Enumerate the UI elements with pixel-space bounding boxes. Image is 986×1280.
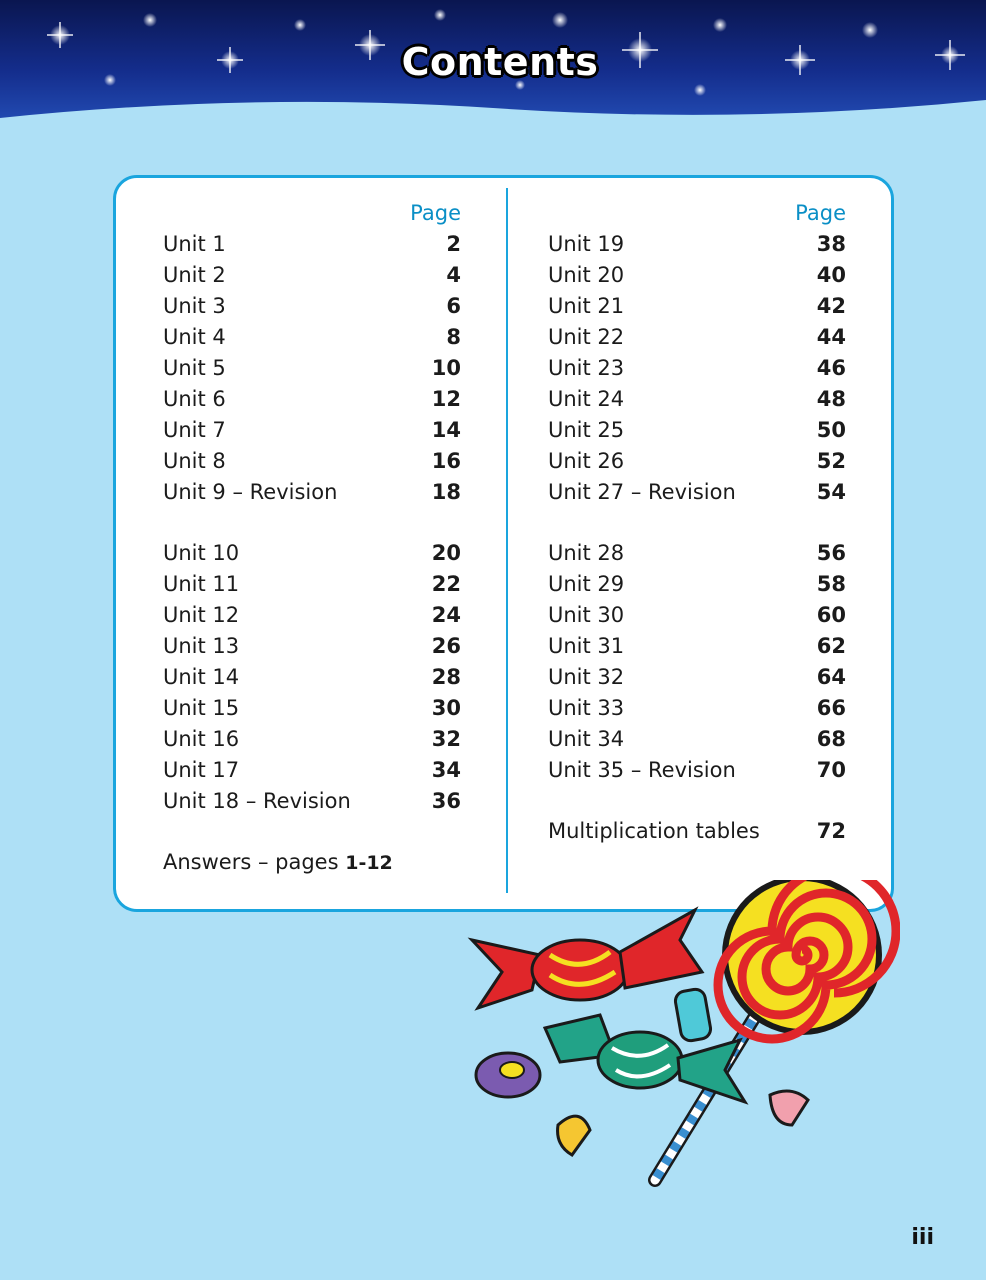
section-gap: [163, 817, 461, 847]
toc-entry-label: Unit 4: [163, 325, 226, 349]
toc-entry-page: 44: [816, 325, 846, 349]
toc-entry-label: Unit 12: [163, 603, 240, 627]
toc-entry-page: 30: [431, 696, 461, 720]
answers-pages: 1-12: [345, 852, 393, 874]
toc-entry[interactable]: [163, 415, 461, 446]
toc-entry-label: Unit 9 – Revision: [163, 480, 338, 504]
toc-entry-label: Unit 21: [548, 294, 625, 318]
toc-entry-page: 66: [816, 696, 846, 720]
toc-entry[interactable]: [548, 755, 846, 786]
toc-entry-page: 68: [816, 727, 846, 751]
toc-entry[interactable]: [548, 693, 846, 724]
answers-entry[interactable]: [163, 847, 461, 878]
toc-entry-page: 8: [446, 325, 461, 349]
toc-entry[interactable]: [548, 353, 846, 384]
contents-column-left: [163, 198, 461, 878]
toc-entry[interactable]: [163, 569, 461, 600]
toc-entry-label: Unit 24: [548, 387, 625, 411]
column-divider: [506, 188, 508, 893]
toc-entry[interactable]: [548, 415, 846, 446]
toc-entry-label: Multiplication tables: [548, 819, 760, 843]
toc-entry[interactable]: [163, 538, 461, 569]
toc-entry-label: Unit 19: [548, 232, 625, 256]
toc-entry[interactable]: [163, 446, 461, 477]
toc-entry-page: 60: [816, 603, 846, 627]
toc-entry-label: Unit 28: [548, 541, 625, 565]
toc-entry[interactable]: [163, 384, 461, 415]
toc-entry[interactable]: [163, 724, 461, 755]
toc-entry-page: 26: [431, 634, 461, 658]
toc-entry[interactable]: [548, 322, 846, 353]
toc-entry[interactable]: [163, 477, 461, 508]
toc-entry[interactable]: [163, 353, 461, 384]
page-column-label: Page: [795, 201, 846, 225]
toc-entry-label: Unit 1: [163, 232, 226, 256]
toc-entry-label: Unit 5: [163, 356, 226, 380]
toc-entry-page: 52: [816, 449, 846, 473]
toc-entry-label: Unit 14: [163, 665, 240, 689]
section-gap: [163, 508, 461, 538]
toc-entry-page: 34: [431, 758, 461, 782]
toc-entry-label: Unit 26: [548, 449, 625, 473]
toc-entry-label: Unit 31: [548, 634, 625, 658]
toc-entry-page: 72: [816, 819, 846, 843]
toc-entry-page: 38: [816, 232, 846, 256]
toc-entry-label: Unit 15: [163, 696, 240, 720]
toc-entry[interactable]: [548, 662, 846, 693]
toc-entry[interactable]: [163, 260, 461, 291]
contents-panel: [113, 175, 894, 912]
candy-lollipop-graphic: [440, 880, 900, 1200]
toc-entry-page: 64: [816, 665, 846, 689]
toc-entry[interactable]: [548, 384, 846, 415]
contents-column-right: [548, 198, 846, 847]
toc-entry[interactable]: [163, 662, 461, 693]
toc-entry-label: Unit 32: [548, 665, 625, 689]
toc-entry-page: 6: [446, 294, 461, 318]
toc-entry-page: 46: [816, 356, 846, 380]
toc-entry[interactable]: [163, 786, 461, 817]
toc-entry-page: 14: [431, 418, 461, 442]
toc-entry[interactable]: [163, 693, 461, 724]
toc-entry-label: Unit 35 – Revision: [548, 758, 736, 782]
toc-entry[interactable]: [163, 291, 461, 322]
toc-entry-page: 54: [816, 480, 846, 504]
toc-entry-label: Unit 25: [548, 418, 625, 442]
toc-entry[interactable]: [548, 631, 846, 662]
toc-entry-label: Unit 3: [163, 294, 226, 318]
toc-entry-page: 62: [816, 634, 846, 658]
page-column-label: Page: [410, 201, 461, 225]
toc-entry[interactable]: [548, 260, 846, 291]
toc-entry[interactable]: [548, 229, 846, 260]
toc-entry-label: Unit 23: [548, 356, 625, 380]
toc-entry-page: 58: [816, 572, 846, 596]
toc-entry-page: 2: [446, 232, 461, 256]
toc-entry-page: 10: [431, 356, 461, 380]
toc-entry-page: 12: [431, 387, 461, 411]
toc-entry-page: 20: [431, 541, 461, 565]
toc-entry-page: 40: [816, 263, 846, 287]
toc-entry-page: 56: [816, 541, 846, 565]
toc-entry-label: Unit 34: [548, 727, 625, 751]
section-gap: [548, 508, 846, 538]
toc-entry-label: Unit 33: [548, 696, 625, 720]
toc-entry-page: 28: [431, 665, 461, 689]
toc-entry-label: Unit 17: [163, 758, 240, 782]
toc-entry[interactable]: [163, 600, 461, 631]
toc-entry-label: Unit 30: [548, 603, 625, 627]
page-title: Contents: [401, 40, 599, 84]
toc-entry-page: 24: [431, 603, 461, 627]
toc-entry[interactable]: [548, 291, 846, 322]
toc-entry-label: Unit 20: [548, 263, 625, 287]
toc-entry-label: Unit 10: [163, 541, 240, 565]
toc-entry-label: Unit 16: [163, 727, 240, 751]
toc-entry[interactable]: [548, 477, 846, 508]
toc-entry-page: 48: [816, 387, 846, 411]
toc-entry-page: 16: [431, 449, 461, 473]
toc-entry-page: 22: [431, 572, 461, 596]
toc-entry-label: Unit 11: [163, 572, 240, 596]
toc-entry[interactable]: [163, 229, 461, 260]
toc-entry-multiplication[interactable]: [548, 816, 846, 847]
toc-entry-page: 4: [446, 263, 461, 287]
toc-entry-page: 32: [431, 727, 461, 751]
toc-entry[interactable]: [548, 538, 846, 569]
toc-entry-label: Unit 18 – Revision: [163, 789, 351, 813]
toc-entry-label: Unit 13: [163, 634, 240, 658]
toc-entry[interactable]: [548, 446, 846, 477]
toc-entry[interactable]: [548, 569, 846, 600]
toc-entry[interactable]: [548, 600, 846, 631]
page-number: iii: [911, 1225, 934, 1250]
toc-entry[interactable]: [163, 322, 461, 353]
toc-entry[interactable]: [163, 755, 461, 786]
toc-entry[interactable]: [548, 724, 846, 755]
toc-entry-label: Unit 29: [548, 572, 625, 596]
toc-entry-label: Unit 6: [163, 387, 226, 411]
toc-entry-page: 42: [816, 294, 846, 318]
toc-entry[interactable]: [163, 631, 461, 662]
toc-entry-page: 18: [431, 480, 461, 504]
answers-label: Answers – pages: [163, 850, 339, 874]
candies-illustration: [440, 880, 900, 1204]
toc-entry-label: Unit 2: [163, 263, 226, 287]
toc-entry-page: 50: [816, 418, 846, 442]
toc-entry-label: Unit 27 – Revision: [548, 480, 736, 504]
toc-entry-label: Unit 8: [163, 449, 226, 473]
toc-entry-label: Unit 7: [163, 418, 226, 442]
section-gap: [548, 786, 846, 816]
toc-entry-page: 36: [431, 789, 461, 813]
toc-entry-page: 70: [816, 758, 846, 782]
toc-entry-label: Unit 22: [548, 325, 625, 349]
